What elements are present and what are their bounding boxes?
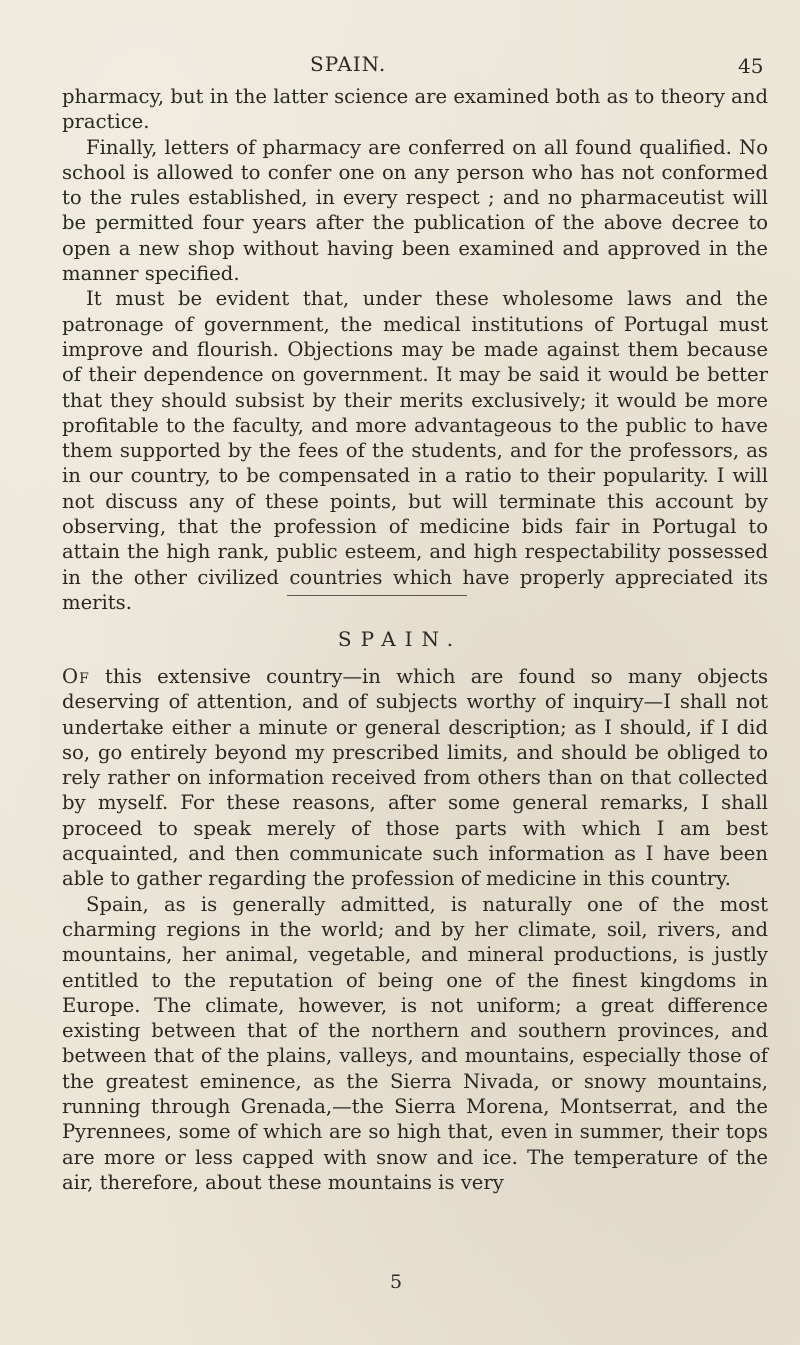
paragraph: Finally, letters of pharmacy are conferred on all found qualified. No school is allowed to confer one on any person who has not conformed to the rules established, in every respect ; and no pharmaceutist will be permitted four years after the publication of the above decree to open a new shop without having been examined and approved in the manner specified. <box>62 135 768 286</box>
page-number: 45 <box>738 54 764 78</box>
paragraph: Spain, as is generally admitted, is naturally one of the most charming regions in the world; and by her climate, soil, rivers, and mountains, her animal, vegetable, and mineral productions, is justly entitled to the reputation of being one of the finest kingdoms in Europe. The climate, however, is not uniform; a great difference existing between that of the northern and southern provinces, and between that of the plains, valleys, and mountains, especially those of the greatest eminence, as the Sierra Nivada, or snowy mountains, running through Grenada,—the Sierra Morena, Montserrat, and the Pyrennees, some of which are so high that, even in summer, their tops are more or less capped with snow and ice. The temperature of the air, therefore, about these mountains is very <box>62 892 768 1194</box>
paragraph: pharmacy, but in the latter science are examined both as to theory and practice. <box>62 85 768 134</box>
signature-mark: 5 <box>390 1271 403 1293</box>
running-title: SPAIN. <box>310 52 387 76</box>
opening-word: Of <box>62 665 90 688</box>
spain-section-text <box>62 664 768 1195</box>
portugal-section-text <box>62 84 768 615</box>
running-head <box>0 52 800 82</box>
section-heading: SPAIN. <box>337 627 463 651</box>
paragraph <box>62 664 768 892</box>
section-divider <box>287 595 467 596</box>
paragraph-text: this extensive country—in which are found so many objects deserving of attention, and of subjects worthy of inquiry—I shall not undertake either a minute or general description; as I should, if I did so, go entirely beyond my prescribed limits, and should be obliged to rely rather on information received from others than on that collected by myself. For these reasons, after some general remarks, I shall proceed to speak merely of those parts with which I am best acquainted, and then communicate such information as I have been able to gather regarding the profession of medicine in this country. <box>62 665 768 891</box>
paragraph: It must be evident that, under these wholesome laws and the patronage of government, the medical institutions of Portugal must improve and flourish. Objections may be made against them because of their dependence on government. It may be said it would be better that they should subsist by their merits exclusively; it would be more profitable to the faculty, and more advantageous to the public to have them supported by the fees of the students, and for the professors, as in our country, to be compensated in a ratio to their popularity. I will not discuss any of these points, but will terminate this account by observing, that the profession of medicine bids fair in Portugal to attain the high rank, public esteem, and high respectability possessed in the other civilized countries which have properly appreciated its merits. <box>62 287 768 614</box>
